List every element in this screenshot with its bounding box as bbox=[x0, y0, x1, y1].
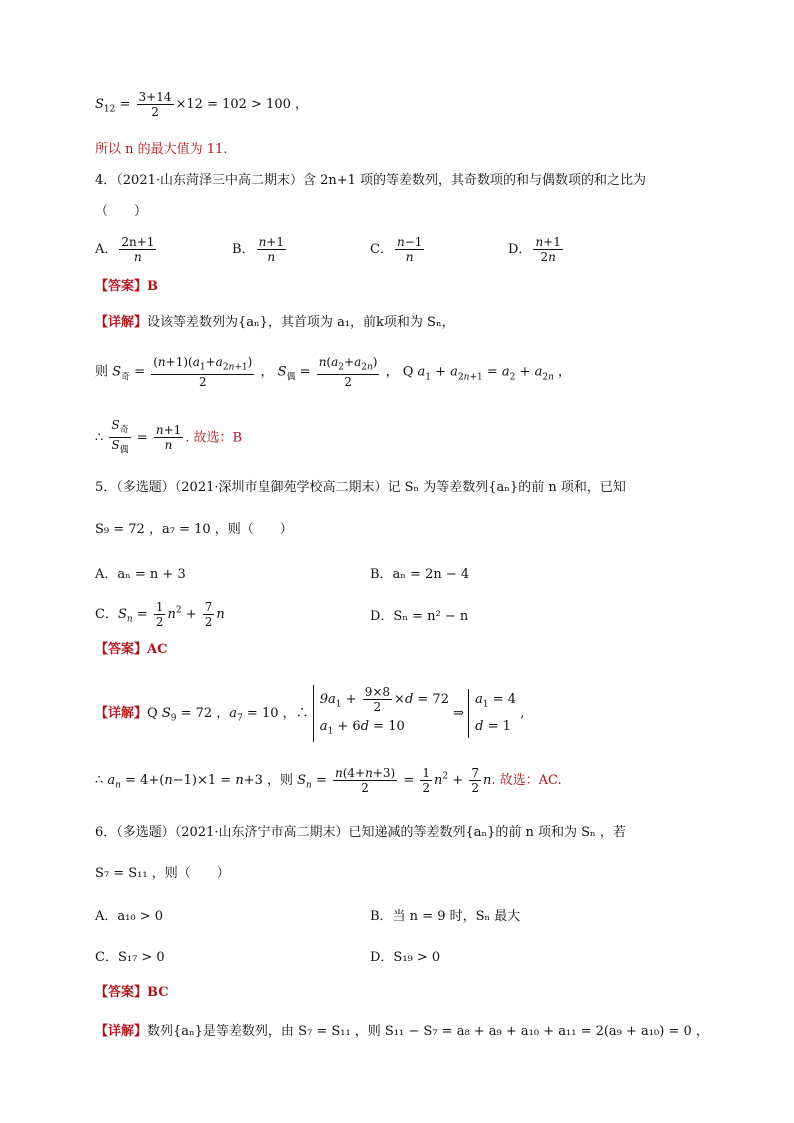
question-4-paren: （ ） bbox=[95, 204, 148, 219]
q4-detail-1: 【详解】设该等差数列为{aₙ}，其首项为 a₁，前k项和为 Sₙ， bbox=[95, 315, 455, 330]
q4-answer: 【答案】B bbox=[95, 279, 158, 294]
q6-option-a: A．a₁₀ > 0 bbox=[95, 909, 163, 924]
q4-option-a: A． $\frac{2n+1}{n}$ bbox=[95, 235, 155, 264]
q4-detail-2: 则 $S_奇$ = $\frac{(n+1)(a_1+a_{2n+1})}{2}$ ， $S_偶$ = $\frac{n(a_2+a_{2n})}{2}$ ， Q $a_1 + a_{2n+1} = a_2 + a_{2n}$ ， bbox=[95, 355, 572, 390]
q6-answer: 【答案】BC bbox=[95, 985, 169, 1000]
s12-line: $S_{12}$ = $\frac{3+14}{2}$ ×12 = 102 > 100 ， bbox=[95, 90, 309, 119]
q5-detail-2: ∴ $a_n = 4+(n-1)\times 1 = n+3$ ，则 $S_n$ = $\frac{n(4+n+3)}{2}$ = $\frac{1}{2}$ $n^2$ + $\frac{7}{2}$ n. 故选：AC. bbox=[95, 766, 562, 795]
q5-option-c: C．$S_n$ = $\frac{1}{2}$ $n^2$ + $\frac{7}{2}$ n bbox=[95, 600, 225, 629]
q4-option-b: B． $\frac{n+1}{n}$ bbox=[232, 235, 284, 264]
q4-option-d: D． $\frac{n+1}{2n}$ bbox=[508, 235, 561, 264]
question-4: 4．（2021·山东菏泽三中高二期末）含 2n+1 项的等差数列，其奇数项的和与偶数项的和之比为 bbox=[95, 173, 647, 188]
q6-option-b: B．当 n = 9 时，Sₙ 最大 bbox=[370, 909, 521, 924]
q5-option-b: B．aₙ = 2n − 4 bbox=[370, 567, 470, 582]
conclusion-line: 所以 n 的最大值为 11. bbox=[95, 142, 228, 157]
q5-option-a: A．aₙ = n + 3 bbox=[95, 567, 186, 582]
q6-option-d: D．S₁₉ > 0 bbox=[370, 950, 441, 965]
question-5-cond: S₉ = 72 ，a₇ = 10 ，则（ ） bbox=[95, 522, 293, 537]
q4-detail-3: ∴ $\frac{S_奇}{S_偶}$ = $\frac{n+1}{n}$ . 故选：B bbox=[95, 418, 243, 456]
q6-option-c: C．S₁₇ > 0 bbox=[95, 950, 165, 965]
q5-answer: 【答案】AC bbox=[95, 642, 168, 657]
q4-option-c: C． $\frac{n-1}{n}$ bbox=[370, 235, 423, 264]
question-5: 5．（多选题）（2021·深圳市皇御苑学校高二期末）记 Sₙ 为等差数列{aₙ}的前 n 项和，已知 bbox=[95, 480, 626, 495]
q6-detail: 【详解】数列{aₙ}是等差数列，由 S₇ = S₁₁ ，则 S₁₁ − S₇ = a₈ + a₉ + a₁₀ + a₁₁ = 2(a₉ + a₁₀) = 0 ， bbox=[95, 1024, 709, 1039]
q5-detail-1: 【详解】Q $S_9 = 72$ ，$a_7 = 10$ ，∴ $9a_1$ + $\frac{9\times 8}{2}$ ×d = 72 $a_1 + 6d = 10$ ⇒ $a_1 = 4$ d = 1 , bbox=[95, 685, 734, 735]
q5-option-d: D．Sₙ = n² − n bbox=[370, 609, 469, 624]
question-6-cond: S₇ = S₁₁ ，则（ ） bbox=[95, 866, 230, 881]
question-6: 6．（多选题）（2021·山东济宁市高二期末）已知递减的等差数列{aₙ}的前 n 项和为 Sₙ ，若 bbox=[95, 825, 626, 840]
